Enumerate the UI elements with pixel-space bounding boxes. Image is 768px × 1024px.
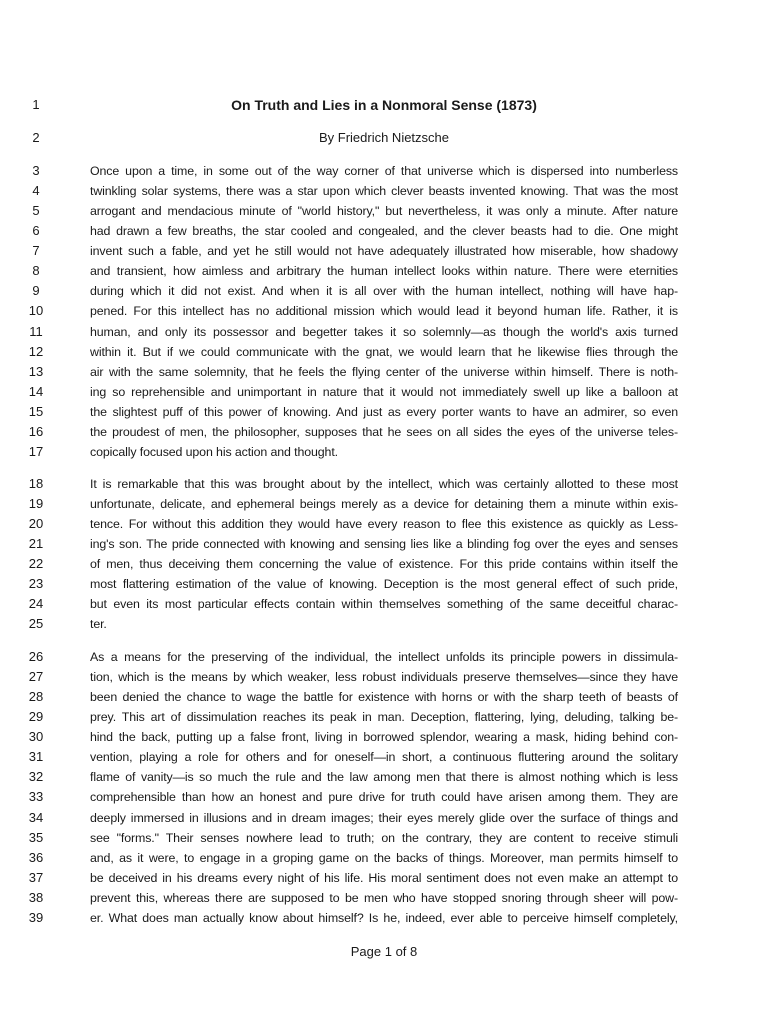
line-number: 12 [28, 343, 44, 359]
line-number: 6 [32, 223, 40, 239]
line-text: deeply immersed in illusions and in dream images; their eyes merely glide over the surface of things and [90, 810, 678, 825]
line-number: 10 [28, 303, 44, 319]
page-footer: Page 1 of 8 [350, 944, 418, 959]
line-number: 9 [32, 283, 40, 299]
line-number: 14 [28, 383, 44, 399]
line-number: 29 [28, 709, 44, 725]
line-number: 4 [32, 183, 40, 199]
line-text: prevent this, whereas there are supposed to be men who have stopped snoring through sheer will pow- [90, 890, 678, 905]
line-text: er. What does man actually know about himself? Is he, indeed, ever able to perceive himself completely, [90, 910, 678, 925]
line-text: As a means for the preserving of the individual, the intellect unfolds its principle powers in dissimula- [90, 650, 678, 664]
line-number: 24 [28, 596, 44, 612]
line-number: 31 [28, 749, 44, 765]
line-text: most flattering estimation of the value of knowing. Deception is the most general effect of such pride, [90, 577, 678, 592]
line-number: 26 [28, 649, 44, 664]
line-text: unfortunate, delicate, and ephemeral beings merely as a device for detaining them a minute within exis- [90, 497, 678, 512]
line-number: 13 [28, 363, 44, 379]
line-number: 8 [32, 263, 40, 279]
line-text: during which it did not exist. And when it is all over with the human intellect, nothing will have hap- [90, 284, 678, 299]
line-number: 3 [32, 163, 40, 178]
line-text: ter. [90, 617, 107, 632]
line-text: ing's son. The pride connected with knowing and sensing lies like a blinding fog over the eyes and senses [90, 537, 678, 552]
line-number: 5 [32, 203, 40, 219]
line-number: 7 [32, 243, 40, 259]
line-number: 22 [28, 556, 44, 572]
line-text: and, as it were, to engage in a groping game on the backs of things. Moreover, man permits himself to [90, 850, 678, 865]
line-number: 18 [28, 476, 44, 491]
line-text: arrogant and mendacious minute of "world history," but nevertheless, it was only a minute. After nature [90, 204, 678, 219]
line-number: 35 [28, 829, 44, 845]
line-number: 1 [32, 97, 40, 112]
line-number: 17 [28, 443, 44, 459]
line-number: 21 [28, 536, 44, 552]
line-number: 39 [28, 909, 44, 925]
line-text: vention, playing a role for others and for oneself—in short, a continuous fluttering around the solitary [90, 750, 678, 765]
line-number: 2 [32, 130, 40, 145]
line-number: 23 [28, 576, 44, 592]
line-number: 11 [29, 323, 43, 339]
line-number: 19 [28, 496, 44, 512]
line-text: prey. This art of dissimulation reaches its peak in man. Deception, flattering, lying, deluding, talking be- [90, 710, 678, 725]
document-title: On Truth and Lies in a Nonmoral Sense (1873) [231, 97, 537, 113]
line-number: 15 [28, 403, 44, 419]
line-text: twinkling solar systems, there was a star upon which clever beasts invented knowing. That was the most [90, 184, 678, 199]
line-number: 16 [28, 423, 44, 439]
line-number: 30 [28, 729, 44, 745]
line-text: within it. But if we could communicate with the gnat, we would learn that he likewise flies through the [90, 344, 678, 359]
line-number: 20 [28, 516, 44, 532]
line-number: 33 [28, 789, 44, 805]
line-text: be deceived in his dreams every night of his life. His moral sentiment does not even make an attempt to [90, 870, 678, 885]
line-text: flame of vanity—is so much the rule and the law among men that there is almost nothing which is less [90, 770, 678, 785]
line-text: human, and only its possessor and begetter takes it so solemnly—as though the world's axis turned [90, 324, 678, 339]
line-text: the slightest puff of this power of knowing. And just as every porter wants to have an admirer, so even [90, 404, 678, 419]
line-text: It is remarkable that this was brought about by the intellect, which was certainly allotted to these most [90, 477, 678, 491]
line-text: hind the back, putting up a false front, living in borrowed splendor, wearing a mask, hiding behind con- [90, 730, 678, 745]
line-text: but even its most particular effects contain within themselves something of the same deceitful charac- [90, 597, 678, 612]
line-text: comprehensible than how an honest and pure drive for truth could have arisen among them. They are [90, 790, 678, 805]
line-text: copically focused upon his action and thought. [90, 444, 338, 459]
line-number: 25 [28, 616, 44, 632]
line-text: see "forms." Their senses nowhere lead to truth; on the contrary, they are content to receive stimuli [90, 830, 678, 845]
line-text: invent such a fable, and yet he still would not have adequately illustrated how miserable, how shadowy [90, 244, 678, 259]
line-text: air with the same solemnity, that he feels the flying center of the universe within himself. There is noth- [90, 364, 678, 379]
line-text: Once upon a time, in some out of the way corner of that universe which is dispersed into numberless [90, 164, 678, 178]
line-text: pened. For this intellect has no additional mission which would lead it beyond human life. Rather, it is [90, 304, 678, 319]
line-number: 28 [28, 689, 44, 705]
document-byline: By Friedrich Nietzsche [318, 130, 450, 145]
line-number: 32 [28, 769, 44, 785]
line-text: the proudest of men, the philosopher, supposes that he sees on all sides the eyes of the universe teles- [90, 424, 678, 439]
line-text: been denied the chance to wage the battle for existence with horns or with the sharp teeth of beasts of [90, 690, 678, 705]
line-text: tence. For without this addition they would have every reason to flee this existence as quickly as Less- [90, 517, 678, 532]
line-text: had drawn a few breaths, the star cooled and congealed, and the clever beasts had to die. One might [90, 224, 678, 239]
line-number: 37 [28, 869, 44, 885]
line-number: 38 [28, 889, 44, 905]
line-number: 27 [28, 669, 44, 685]
line-text: tion, which is the means by which weaker, less robust individuals preserve themselves—since they have [90, 670, 678, 685]
line-number: 36 [28, 849, 44, 865]
line-number: 34 [28, 809, 44, 825]
line-text: of men, thus deceiving them concerning the value of existence. For this pride contains within itself the [90, 557, 678, 572]
line-text: and transient, how aimless and arbitrary the human intellect looks within nature. There were eternities [90, 264, 678, 279]
line-text: ing so reprehensible and unimportant in nature that it would not immediately swell up like a balloon at [90, 384, 678, 399]
